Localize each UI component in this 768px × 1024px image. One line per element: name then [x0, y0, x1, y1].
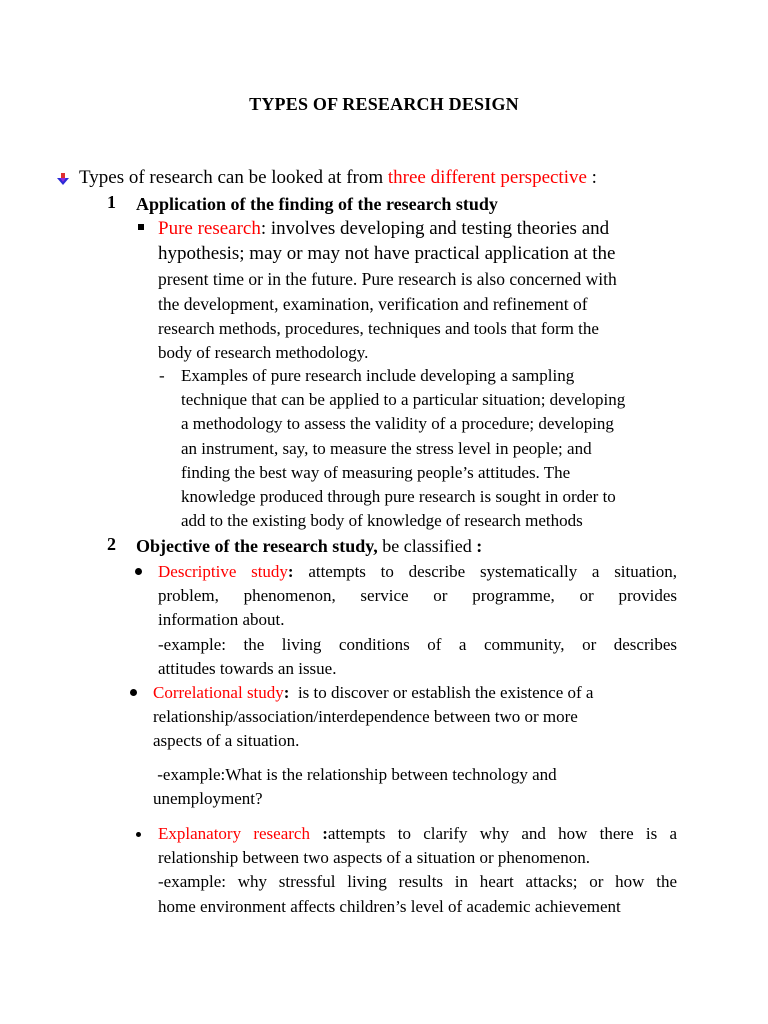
term-correlational-study: Correlational study — [153, 683, 284, 702]
term-colon: : — [309, 824, 328, 843]
example-line: -example:What is the relationship between technology and — [153, 765, 557, 784]
paragraph-line: -example: why stressful living results in heart attacks; or how the — [158, 872, 677, 892]
section-number: 1 — [107, 192, 116, 212]
descriptive-study-paragraph — [158, 560, 677, 681]
section-number: 2 — [107, 534, 116, 554]
paragraph-line: is to discover or establish the existence of a — [289, 683, 594, 702]
section-heading — [136, 534, 482, 558]
square-bullet-icon — [138, 224, 144, 230]
bullet-dot-icon — [130, 689, 137, 696]
paragraph-line: problem, phenomenon, service or programme, or provides — [158, 586, 677, 606]
bullet-dot-icon — [136, 832, 141, 837]
example-line: knowledge produced through pure research is sought in order to — [181, 487, 616, 507]
paragraph-line: attempts to clarify why and how there is a — [327, 824, 678, 843]
section-heading-bold: Objective of the research study, — [136, 536, 378, 556]
example-line: Examples of pure research include developing a sampling — [181, 366, 575, 385]
paragraph-line: home environment affects children’s level of academic achievement — [158, 896, 621, 916]
term-descriptive-study: Descriptive study — [158, 562, 288, 581]
paragraph-line: attitudes towards an issue. — [158, 658, 337, 678]
paragraph-line: attempts to describe systematically a situation, — [293, 562, 677, 581]
explanatory-research-paragraph — [158, 822, 677, 919]
paragraph-line: relationship between two aspects of a situation or phenomenon. — [158, 848, 590, 868]
example-line: an instrument, say, to measure the stress level in people; and — [181, 438, 592, 458]
intro-highlight: three different perspective — [387, 167, 587, 188]
paragraph-line: present time or in the future. Pure research is also concerned with — [158, 268, 617, 289]
paragraph-line: -example: the living conditions of a community, or describes — [158, 634, 677, 654]
section-heading-colon: : — [476, 536, 483, 556]
paragraph-line: hypothesis; may or may not have practical application at the — [158, 243, 616, 265]
paragraph-line: the development, examination, verification and refinement of — [158, 293, 588, 314]
example-line: a methodology to assess the validity of a procedure; developing — [181, 414, 614, 434]
paragraph-line: body of research methodology. — [158, 343, 369, 363]
dash-marker: - — [159, 366, 165, 385]
paragraph-line: research methods, procedures, techniques and tools that form the — [158, 319, 599, 339]
example-line: finding the best way of measuring people’s attitudes. The — [181, 462, 571, 482]
term-pure-research: Pure research — [158, 218, 261, 239]
pure-research-paragraph — [158, 216, 678, 365]
paragraph-line: relationship/association/interdependence between two or more — [153, 707, 578, 727]
paragraph-line: : involves developing and testing theories and — [260, 218, 610, 239]
term-explanatory-research: Explanatory research — [158, 824, 310, 843]
section-heading-suffix: be classified — [377, 536, 477, 556]
term-colon: : — [287, 562, 294, 581]
pure-research-examples — [181, 364, 681, 533]
page-title: TYPES OF RESEARCH DESIGN — [249, 94, 519, 114]
example-line: unemployment? — [153, 789, 263, 809]
paragraph-line: information about. — [158, 610, 285, 630]
section-heading: Application of the finding of the research study — [136, 194, 498, 214]
down-arrow-bullet-icon — [56, 172, 70, 186]
term-colon: : — [283, 683, 290, 702]
paragraph-line: aspects of a situation. — [153, 731, 300, 751]
correlational-example — [153, 763, 673, 811]
intro-prefix: Types of research can be looked at from — [79, 167, 388, 188]
intro-suffix: : — [586, 167, 597, 188]
example-line: add to the existing body of knowledge of research methods — [181, 511, 583, 531]
example-line: technique that can be applied to a particular situation; developing — [181, 390, 626, 410]
bullet-dot-icon — [135, 568, 142, 575]
correlational-study-paragraph — [153, 681, 673, 754]
